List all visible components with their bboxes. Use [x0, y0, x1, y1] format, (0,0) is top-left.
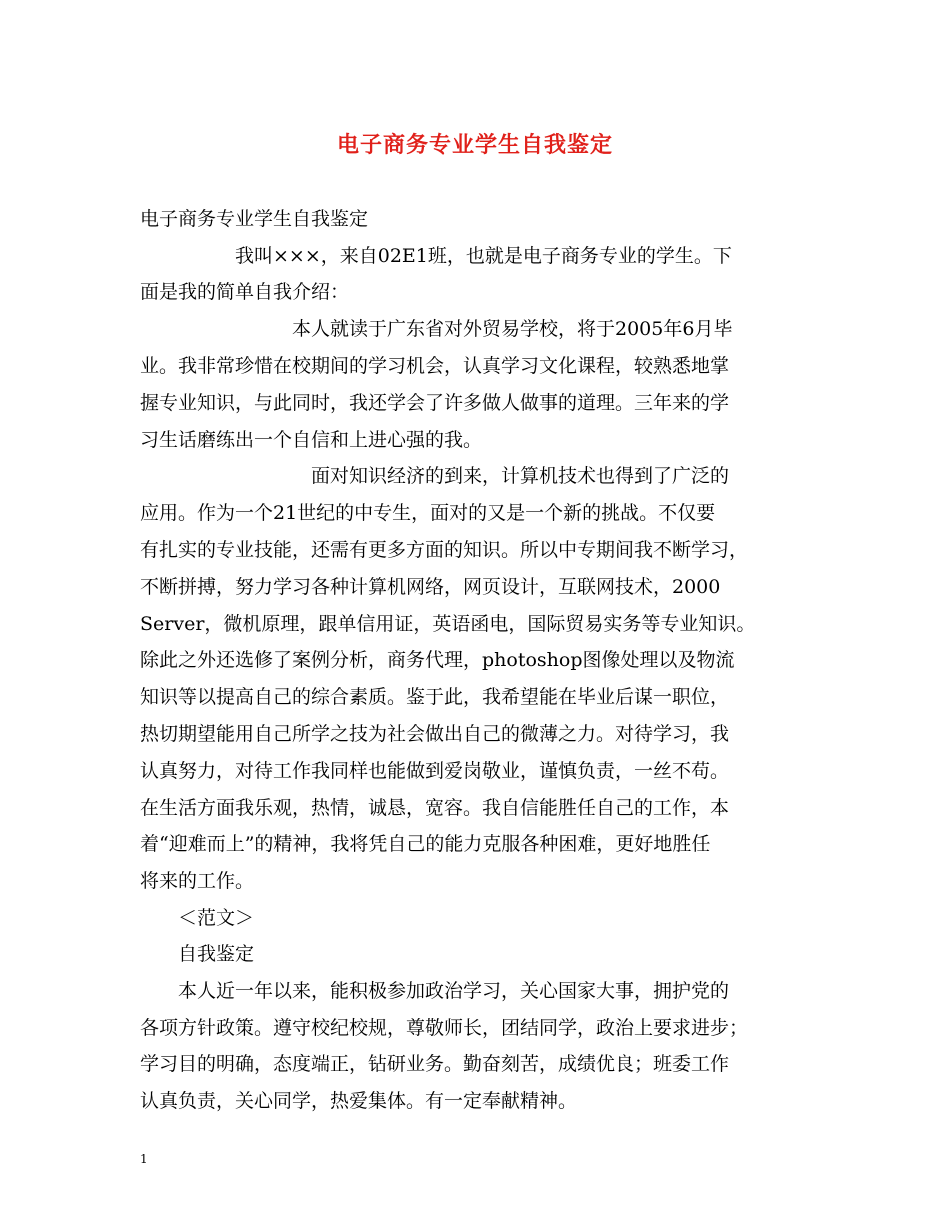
body-line: 在生活方面我乐观，热情，诚恳，宽容。我自信能胜任自己的工作，本: [140, 797, 730, 819]
body-line: 知识等以提高自己的综合素质。鉴于此，我希望能在毕业后谋一职位，: [140, 686, 730, 708]
body-line: 电子商务专业学生自我鉴定: [140, 208, 369, 230]
body-line: 应用。作为一个21世纪的中专生，面对的又是一个新的挑战。不仅要: [140, 502, 716, 524]
body-line: 不断拼搏，努力学习各种计算机网络，网页设计，互联网技术，2000: [140, 576, 721, 598]
body-line: 有扎实的专业技能，还需有更多方面的知识。所以中专期间我不断学习，: [140, 539, 749, 561]
body-line: 面是我的简单自我介绍：: [140, 281, 350, 303]
body-line: 学习目的明确，态度端正，钻研业务。勤奋刻苦，成绩优良；班委工作: [140, 1053, 730, 1075]
body-line: 认真负责，关心同学，热爱集体。有一定奉献精神。: [140, 1090, 578, 1112]
body-line: 认真努力，对待工作我同样也能做到爱岗敬业，谨慎负责，一丝不苟。: [140, 760, 730, 782]
body-line: 除此之外还选修了案例分析，商务代理，photoshop图像处理以及物流: [140, 649, 735, 671]
body-line: 业。我非常珍惜在校期间的学习机会，认真学习文化课程，较熟悉地掌: [140, 355, 730, 377]
body-line: 握专业知识，与此同时，我还学会了许多做人做事的道理。三年来的学: [140, 392, 730, 414]
body-line: 热切期望能用自己所学之技为社会做出自己的微薄之力。对待学习，我: [140, 723, 730, 745]
body-line: Server，微机原理，跟单信用证，英语函电，国际贸易实务等专业知识。: [140, 613, 756, 635]
body-line: 着“迎难而上”的精神，我将凭自己的能力克服各种困难，更好地胜任: [140, 833, 711, 855]
document-title: 电子商务专业学生自我鉴定: [336, 132, 613, 158]
body-line: 自我鉴定: [140, 943, 255, 965]
body-line: 将来的工作。: [140, 870, 255, 892]
body-line: ＜范文＞: [140, 907, 255, 929]
body-line: 本人近一年以来，能积极参加政治学习，关心国家大事，拥护党的: [140, 980, 730, 1002]
body-line: 我叫×××，来自02E1班，也就是电子商务专业的学生。下: [140, 245, 732, 267]
body-line: 面对知识经济的到来，计算机技术也得到了广泛的: [140, 465, 730, 487]
body-line: 本人就读于广东省对外贸易学校，将于2005年6月毕: [140, 318, 733, 340]
body-line: 各项方针政策。遵守校纪校规，尊敬师长，团结同学，政治上要求进步；: [140, 1017, 749, 1039]
page-number: 1: [140, 1152, 148, 1166]
body-line: 习生话磨练出一个自信和上进心强的我。: [140, 429, 483, 451]
